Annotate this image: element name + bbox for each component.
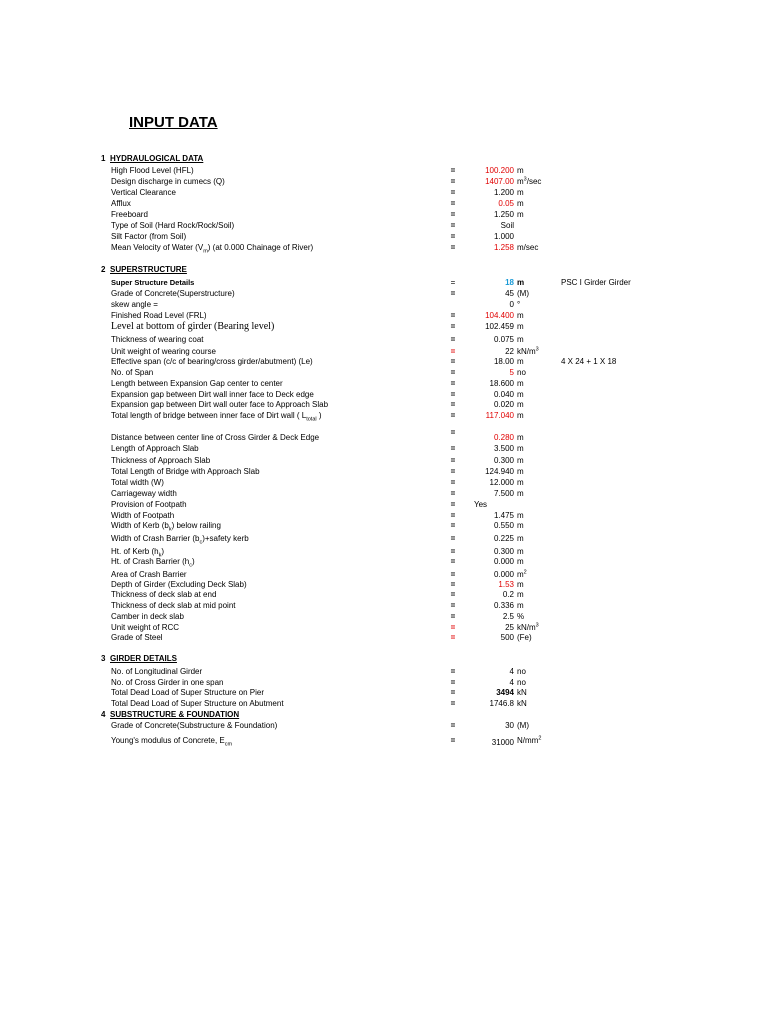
- row-label: Total length of bridge between inner face of Dirt wall ( $L_{total}$ ): [111, 411, 322, 423]
- row-unit: m: [517, 580, 524, 589]
- row-unit: m: [517, 166, 524, 175]
- row-total-width: [0, 477, 768, 488]
- row-value: 18: [505, 278, 514, 287]
- equals-sign: =: [450, 289, 456, 298]
- row-superstructure-details: [0, 277, 768, 288]
- equals-sign: =: [450, 311, 456, 320]
- row-unit: $m^3/\sec$: [517, 176, 542, 186]
- row-expansion-length: [0, 378, 768, 389]
- row-unit: m: [517, 411, 524, 420]
- equals-sign: =: [450, 357, 456, 366]
- equals-sign: =: [450, 633, 456, 642]
- row-unit: m: [517, 489, 524, 498]
- row-unit: m: [517, 534, 524, 543]
- row-value: 1.250: [493, 210, 514, 219]
- equals-sign: =: [450, 678, 456, 687]
- equals-sign: =: [450, 534, 456, 543]
- equals-sign: =: [450, 570, 456, 579]
- row-value: 0.000: [493, 557, 514, 566]
- equals-sign: =: [450, 699, 456, 708]
- row-freeboard: [0, 209, 768, 220]
- equals-sign: =: [450, 322, 456, 331]
- equals-sign: =: [450, 232, 456, 241]
- equals-sign: =: [450, 400, 456, 409]
- equals-sign: =: [450, 347, 456, 356]
- row-unit: m: [517, 511, 524, 520]
- row-unit: m: [517, 357, 524, 366]
- row-unit: m: [517, 199, 524, 208]
- row-value: 0.336: [493, 601, 514, 610]
- row-afflux: [0, 198, 768, 209]
- row-label: Finished Road Level (FRL): [111, 311, 207, 320]
- equals-sign: =: [450, 489, 456, 498]
- row-carriageway-width: [0, 488, 768, 499]
- row-label: skew angle =: [111, 300, 158, 309]
- equals-sign: =: [450, 166, 456, 175]
- row-label: Thickness of wearing coat: [111, 335, 204, 344]
- row-label: Width of Kerb $(b_k)$ below railing: [111, 521, 221, 533]
- row-value: 5: [509, 368, 514, 377]
- equals-sign: =: [450, 379, 456, 388]
- row-value: 22: [505, 347, 514, 356]
- row-total-length: [0, 410, 768, 421]
- row-value: 0.300: [493, 547, 514, 556]
- row-label: Length between Expansion Gap center to center: [111, 379, 283, 388]
- equals-sign: =: [450, 736, 456, 745]
- equals-sign: =: [450, 601, 456, 610]
- row-soil-type: [0, 220, 768, 231]
- equals-sign: =: [450, 547, 456, 556]
- row-unit: (M): [517, 289, 529, 298]
- row-unit: m: [517, 456, 524, 465]
- row-value: 124.940: [485, 467, 514, 476]
- row-unit: m: [517, 278, 525, 287]
- row-unit: m: [517, 433, 524, 442]
- row-value: Soil: [500, 221, 514, 230]
- row-label: Type of Soil (Hard Rock/Rock/Soil): [111, 221, 235, 230]
- row-value: 1.200: [493, 188, 514, 197]
- row-unit: m: [517, 547, 524, 556]
- row-label: High Flood Level (HFL): [111, 166, 194, 175]
- equals-sign: =: [450, 390, 456, 399]
- row-value: 1.475: [493, 511, 514, 520]
- row-total-length-approach: [0, 466, 768, 477]
- row-unit: m/sec: [517, 243, 539, 252]
- row-skew-angle: [0, 299, 768, 310]
- row-gap-outer: [0, 399, 768, 410]
- row-unit: m: [517, 390, 524, 399]
- row-unit: m: [517, 590, 524, 599]
- row-label: Grade of Concrete(Substructure & Foundation): [111, 721, 278, 730]
- row-unit: m: [517, 444, 524, 453]
- row-value: 0.300: [493, 456, 514, 465]
- row-value: 0: [509, 300, 514, 309]
- equals-sign: =: [450, 456, 456, 465]
- row-value: 0.2: [502, 590, 514, 599]
- row-label: Ht. of Crash Barrier $(h_c)$: [111, 557, 195, 569]
- row-value: 0.05: [498, 199, 514, 208]
- equals-sign: =: [450, 580, 456, 589]
- row-value: 1407.00: [485, 177, 514, 186]
- section-number: 3: [101, 654, 106, 663]
- equals-sign: =: [450, 428, 456, 437]
- row-clearance: [0, 187, 768, 198]
- row-value: 12.000: [489, 478, 514, 487]
- row-value: 3494: [496, 688, 514, 697]
- row-discharge: [0, 176, 768, 187]
- row-unit: m: [517, 467, 524, 476]
- equals-sign: =: [450, 623, 456, 632]
- row-value: 7.500: [493, 489, 514, 498]
- row-label: Expansion gap between Dirt wall outer face to Approach Slab: [111, 400, 329, 409]
- row-unit: m: [517, 322, 524, 331]
- row-value: 500: [500, 633, 514, 642]
- row-bearing-level: [0, 321, 768, 332]
- row-label: Design discharge in cumecs (Q): [111, 177, 225, 186]
- row-value: 0.075: [493, 335, 514, 344]
- equals-sign: =: [450, 188, 456, 197]
- section-title: GIRDER DETAILS: [110, 654, 177, 663]
- row-value: 18.00: [493, 357, 514, 366]
- row-value: 18.600: [489, 379, 514, 388]
- row-label: Effective span (c/c of bearing/cross girder/abutment) (Le): [111, 357, 313, 366]
- equals-sign: =: [450, 243, 456, 252]
- row-label: Expansion gap between Dirt wall inner face to Deck edge: [111, 390, 314, 399]
- row-grade-substructure: [0, 720, 768, 731]
- page-title: INPUT DATA: [129, 114, 218, 131]
- section-number: 1: [101, 154, 106, 163]
- section-title: SUBSTRUCTURE & FOUNDATION: [110, 710, 240, 719]
- row-unit: no: [517, 368, 526, 377]
- row-label: Carriageway width: [111, 489, 177, 498]
- equals-sign: =: [450, 177, 456, 186]
- row-crash-barrier-height: [0, 556, 768, 567]
- row-value: 25: [505, 623, 514, 632]
- section-title: HYDRAULOGICAL DATA: [110, 154, 204, 163]
- equals-sign: =: [450, 521, 456, 530]
- equals-sign: =: [450, 478, 456, 487]
- row-value: 4: [509, 667, 514, 676]
- row-value: 100.200: [485, 166, 514, 175]
- row-value: 30: [505, 721, 514, 730]
- row-frl: [0, 310, 768, 321]
- row-unit: m: [517, 478, 524, 487]
- row-value: 0.020: [493, 400, 514, 409]
- row-unit: m: [517, 521, 524, 530]
- row-value: 1.53: [498, 580, 514, 589]
- row-silt-factor: [0, 231, 768, 242]
- row-label: Level at bottom of girder (Bearing level): [111, 321, 275, 332]
- row-value: 0.040: [493, 390, 514, 399]
- row-unit: $kN/m^3$: [517, 346, 539, 356]
- equals-sign: =: [450, 278, 456, 287]
- row-kerb-width: [0, 520, 768, 531]
- row-label: Ht. of Kerb $(h_k)$: [111, 547, 164, 559]
- row-unit: m: [517, 311, 524, 320]
- row-unit: $N/mm^2$: [517, 735, 542, 745]
- row-value: 1.258: [493, 243, 514, 252]
- row-label: Vertical Clearance: [111, 188, 176, 197]
- equals-sign: =: [450, 688, 456, 697]
- row-approach-slab-thickness: [0, 455, 768, 466]
- equals-sign: =: [450, 335, 456, 344]
- equals-sign: =: [450, 612, 456, 621]
- row-label: No. of Cross Girder in one span: [111, 678, 224, 687]
- row-grade-concrete: [0, 288, 768, 299]
- row-label: Silt Factor (from Soil): [111, 232, 187, 241]
- row-label: Freeboard: [111, 210, 148, 219]
- row-label: Total Dead Load of Super Structure on Pier: [111, 688, 264, 697]
- row-label: Thickness of deck slab at end: [111, 590, 217, 599]
- row-steel-grade: [0, 632, 768, 643]
- row-wearing-coat-thickness: [0, 334, 768, 345]
- row-value: 31000: [491, 738, 514, 747]
- row-slab-end: [0, 589, 768, 600]
- row-value: 117.040: [485, 411, 514, 420]
- row-label: Area of Crash Barrier: [111, 570, 187, 579]
- row-label: Thickness of Approach Slab: [111, 456, 211, 465]
- row-unit: kN: [517, 688, 527, 697]
- section-title: SUPERSTRUCTURE: [110, 265, 187, 274]
- row-label: Width of Crash Barrier $(b_c)+safety$ kerb: [111, 534, 249, 546]
- equals-sign: =: [450, 221, 456, 230]
- row-label: Mean Velocity of Water $(V_m)$ (at 0.000 Chainage of River): [111, 243, 314, 255]
- row-value: 3.500: [493, 444, 514, 453]
- row-value: 1.000: [493, 232, 514, 241]
- row-note: PSC I Girder Girder: [561, 278, 631, 287]
- row-unit: no: [517, 667, 526, 676]
- equals-sign: =: [450, 511, 456, 520]
- row-value: 0.280: [493, 433, 514, 442]
- row-dead-load-pier: [0, 687, 768, 698]
- equals-sign: =: [450, 210, 456, 219]
- equals-sign: =: [450, 667, 456, 676]
- row-note: 4 X 24 + 1 X 18: [561, 357, 617, 366]
- row-hfl: [0, 165, 768, 176]
- row-value: 0.225: [493, 534, 514, 543]
- row-unit: $m^2$: [517, 569, 527, 579]
- row-unit: (Fe): [517, 633, 532, 642]
- row-label: Length of Approach Slab: [111, 444, 199, 453]
- row-value: Yes: [474, 500, 488, 509]
- equals-sign: =: [450, 368, 456, 377]
- row-unit: m: [517, 210, 524, 219]
- row-value: 0.550: [493, 521, 514, 530]
- row-unit: (M): [517, 721, 529, 730]
- row-unit: %: [517, 612, 525, 621]
- row-footpath-provision: [0, 499, 768, 510]
- row-unit: m: [517, 601, 524, 610]
- row-camber: [0, 611, 768, 622]
- equals-sign: =: [450, 444, 456, 453]
- row-label: Total width (W): [111, 478, 164, 487]
- section-number: 2: [101, 265, 106, 274]
- row-unit: m: [517, 335, 524, 344]
- row-label: Thickness of deck slab at mid point: [111, 601, 236, 610]
- section-number: 4: [101, 710, 106, 719]
- row-effective-span: [0, 356, 768, 367]
- row-label: Provision of Footpath: [111, 500, 187, 509]
- row-label: Camber in deck slab: [111, 612, 184, 621]
- row-unit: m: [517, 557, 524, 566]
- row-label: Distance between center line of Cross Girder & Deck Edge: [111, 433, 320, 442]
- row-value: 104.400: [485, 311, 514, 320]
- row-label: Unit weight of RCC: [111, 623, 180, 632]
- row-label: No. of Longitudinal Girder: [111, 667, 203, 676]
- row-value: 2.5: [502, 612, 514, 621]
- row-label: Total Dead Load of Super Structure on Abutment: [111, 699, 284, 708]
- row-unit: °: [517, 300, 521, 309]
- row-slab-mid: [0, 600, 768, 611]
- equals-sign: =: [450, 411, 456, 420]
- row-label: Afflux: [111, 199, 131, 208]
- equals-sign: =: [450, 590, 456, 599]
- equals-sign: =: [450, 467, 456, 476]
- row-label: Unit weight of wearing course: [111, 347, 216, 356]
- equals-sign: =: [450, 557, 456, 566]
- row-label: Width of Footpath: [111, 511, 175, 520]
- row-value: 45: [505, 289, 514, 298]
- row-velocity: [0, 242, 768, 253]
- row-unit: kN: [517, 699, 527, 708]
- row-value: 0.000: [493, 570, 514, 579]
- row-label: Super Structure Details: [111, 278, 195, 287]
- row-unit: $kN/m^3$: [517, 622, 539, 632]
- row-youngs-modulus: [0, 735, 768, 746]
- row-label: Grade of Concrete(Superstructure): [111, 289, 235, 298]
- row-label: Depth of Girder (Excluding Deck Slab): [111, 580, 247, 589]
- row-longitudinal-girder: [0, 666, 768, 677]
- row-dead-load-abutment: [0, 698, 768, 709]
- equals-sign: =: [450, 500, 456, 509]
- row-no-of-span: [0, 367, 768, 378]
- row-unit: m: [517, 400, 524, 409]
- equals-sign: =: [450, 721, 456, 730]
- row-cross-girder-distance: [0, 428, 768, 443]
- row-label: No. of Span: [111, 368, 154, 377]
- row-unit: m: [517, 379, 524, 388]
- row-approach-slab-length: [0, 443, 768, 454]
- row-crash-barrier-width: [0, 533, 768, 544]
- row-unit: m: [517, 188, 524, 197]
- row-label: Young's modulus of Concrete, $E_{cm}$: [111, 736, 233, 748]
- row-value: 4: [509, 678, 514, 687]
- row-label: Total Length of Bridge with Approach Slab: [111, 467, 260, 476]
- row-unit: no: [517, 678, 526, 687]
- row-label: Grade of Steel: [111, 633, 163, 642]
- row-value: 1746.8: [489, 699, 514, 708]
- equals-sign: =: [450, 199, 456, 208]
- row-value: 102.459: [485, 322, 514, 331]
